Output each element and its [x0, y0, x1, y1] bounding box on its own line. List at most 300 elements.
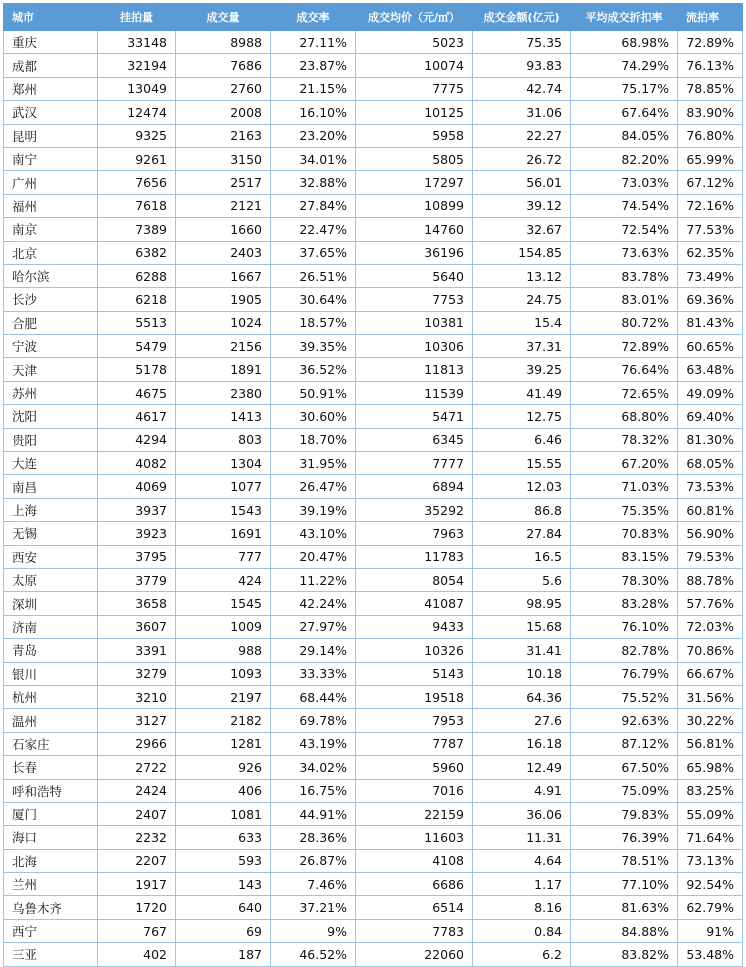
cell-failed-rate: 65.98% — [678, 756, 743, 779]
table-row — [4, 919, 743, 942]
cell-avg-price: 5805 — [356, 147, 473, 170]
cell-city: 沈阳 — [4, 405, 98, 428]
cell-discount-rate: 72.54% — [571, 218, 678, 241]
cell-discount-rate: 76.79% — [571, 662, 678, 685]
cell-avg-price: 11539 — [356, 381, 473, 404]
cell-amount: 31.06 — [473, 101, 571, 124]
cell-discount-rate: 74.54% — [571, 194, 678, 217]
cell-discount-rate: 67.50% — [571, 756, 678, 779]
table-row — [4, 639, 743, 662]
table-row — [4, 732, 743, 755]
city-auction-table — [3, 3, 743, 967]
cell-sale-rate: 34.02% — [271, 756, 356, 779]
table-row — [4, 592, 743, 615]
cell-failed-rate: 77.53% — [678, 218, 743, 241]
cell-discount-rate: 71.03% — [571, 475, 678, 498]
table-row — [4, 943, 743, 966]
cell-sale-rate: 42.24% — [271, 592, 356, 615]
cell-listed: 3127 — [98, 709, 176, 732]
cell-listed: 2232 — [98, 826, 176, 849]
cell-amount: 75.35 — [473, 31, 571, 54]
cell-listed: 3210 — [98, 685, 176, 708]
cell-avg-price: 11813 — [356, 358, 473, 381]
table-row — [4, 77, 743, 100]
cell-sold: 1009 — [176, 615, 271, 638]
cell-avg-price: 6894 — [356, 475, 473, 498]
cell-avg-price: 10125 — [356, 101, 473, 124]
cell-sale-rate: 39.19% — [271, 498, 356, 521]
cell-amount: 32.67 — [473, 218, 571, 241]
cell-city: 海口 — [4, 826, 98, 849]
table-row — [4, 662, 743, 685]
cell-listed: 3658 — [98, 592, 176, 615]
header-amount: 成交金额(亿元) — [473, 4, 571, 31]
cell-sale-rate: 32.88% — [271, 171, 356, 194]
table-row — [4, 124, 743, 147]
cell-sold: 1545 — [176, 592, 271, 615]
cell-city: 成都 — [4, 54, 98, 77]
table-row — [4, 358, 743, 381]
cell-listed: 6382 — [98, 241, 176, 264]
cell-discount-rate: 81.63% — [571, 896, 678, 919]
cell-sold: 1281 — [176, 732, 271, 755]
cell-amount: 0.84 — [473, 919, 571, 942]
cell-avg-price: 5023 — [356, 31, 473, 54]
cell-discount-rate: 67.20% — [571, 452, 678, 475]
cell-listed: 2722 — [98, 756, 176, 779]
cell-sold: 2517 — [176, 171, 271, 194]
table-row — [4, 756, 743, 779]
cell-city: 无锡 — [4, 522, 98, 545]
cell-sale-rate: 27.11% — [271, 31, 356, 54]
cell-sold: 633 — [176, 826, 271, 849]
table-row — [4, 568, 743, 591]
table-row — [4, 311, 743, 334]
cell-city: 大连 — [4, 452, 98, 475]
cell-sold: 1077 — [176, 475, 271, 498]
cell-listed: 4675 — [98, 381, 176, 404]
cell-city: 石家庄 — [4, 732, 98, 755]
cell-city: 三亚 — [4, 943, 98, 966]
cell-sold: 1024 — [176, 311, 271, 334]
cell-sale-rate: 50.91% — [271, 381, 356, 404]
cell-failed-rate: 56.81% — [678, 732, 743, 755]
cell-avg-price: 11783 — [356, 545, 473, 568]
table-row — [4, 218, 743, 241]
cell-sold: 406 — [176, 779, 271, 802]
cell-sale-rate: 7.46% — [271, 873, 356, 896]
cell-discount-rate: 83.82% — [571, 943, 678, 966]
cell-sold: 69 — [176, 919, 271, 942]
cell-avg-price: 5958 — [356, 124, 473, 147]
cell-sale-rate: 69.78% — [271, 709, 356, 732]
cell-amount: 6.2 — [473, 943, 571, 966]
cell-amount: 98.95 — [473, 592, 571, 615]
cell-amount: 42.74 — [473, 77, 571, 100]
cell-sold: 2156 — [176, 335, 271, 358]
cell-avg-price: 5640 — [356, 264, 473, 287]
cell-listed: 2966 — [98, 732, 176, 755]
cell-amount: 86.8 — [473, 498, 571, 521]
cell-sale-rate: 23.20% — [271, 124, 356, 147]
table-row — [4, 194, 743, 217]
cell-avg-price: 5471 — [356, 405, 473, 428]
table-row — [4, 31, 743, 54]
cell-avg-price: 7953 — [356, 709, 473, 732]
cell-listed: 3795 — [98, 545, 176, 568]
cell-sale-rate: 11.22% — [271, 568, 356, 591]
cell-discount-rate: 75.52% — [571, 685, 678, 708]
cell-listed: 402 — [98, 943, 176, 966]
cell-failed-rate: 88.78% — [678, 568, 743, 591]
cell-sale-rate: 34.01% — [271, 147, 356, 170]
cell-discount-rate: 83.15% — [571, 545, 678, 568]
cell-failed-rate: 53.48% — [678, 943, 743, 966]
cell-amount: 31.41 — [473, 639, 571, 662]
cell-sold: 2380 — [176, 381, 271, 404]
cell-discount-rate: 82.20% — [571, 147, 678, 170]
cell-listed: 767 — [98, 919, 176, 942]
cell-amount: 5.6 — [473, 568, 571, 591]
table-row — [4, 288, 743, 311]
cell-sold: 7686 — [176, 54, 271, 77]
cell-amount: 12.75 — [473, 405, 571, 428]
cell-avg-price: 22060 — [356, 943, 473, 966]
cell-failed-rate: 70.86% — [678, 639, 743, 662]
cell-discount-rate: 73.63% — [571, 241, 678, 264]
cell-sale-rate: 30.64% — [271, 288, 356, 311]
table-row — [4, 802, 743, 825]
table-row — [4, 264, 743, 287]
cell-discount-rate: 87.12% — [571, 732, 678, 755]
cell-city: 长沙 — [4, 288, 98, 311]
cell-avg-price: 6345 — [356, 428, 473, 451]
cell-city: 北海 — [4, 849, 98, 872]
cell-avg-price: 5960 — [356, 756, 473, 779]
table-row — [4, 873, 743, 896]
cell-sold: 424 — [176, 568, 271, 591]
table-row — [4, 709, 743, 732]
cell-avg-price: 10326 — [356, 639, 473, 662]
table-row — [4, 849, 743, 872]
cell-listed: 1720 — [98, 896, 176, 919]
cell-failed-rate: 65.99% — [678, 147, 743, 170]
cell-sale-rate: 16.75% — [271, 779, 356, 802]
cell-sale-rate: 36.52% — [271, 358, 356, 381]
cell-sale-rate: 27.97% — [271, 615, 356, 638]
cell-sold: 2403 — [176, 241, 271, 264]
cell-failed-rate: 60.65% — [678, 335, 743, 358]
cell-listed: 33148 — [98, 31, 176, 54]
cell-failed-rate: 73.49% — [678, 264, 743, 287]
cell-failed-rate: 31.56% — [678, 685, 743, 708]
cell-avg-price: 7963 — [356, 522, 473, 545]
cell-discount-rate: 84.05% — [571, 124, 678, 147]
table-row — [4, 54, 743, 77]
cell-discount-rate: 92.63% — [571, 709, 678, 732]
cell-discount-rate: 83.78% — [571, 264, 678, 287]
cell-failed-rate: 69.36% — [678, 288, 743, 311]
cell-city: 郑州 — [4, 77, 98, 100]
table-row — [4, 779, 743, 802]
header-city: 城市 — [4, 4, 98, 31]
cell-listed: 3279 — [98, 662, 176, 685]
cell-listed: 3937 — [98, 498, 176, 521]
cell-listed: 6288 — [98, 264, 176, 287]
cell-listed: 5513 — [98, 311, 176, 334]
cell-avg-price: 10074 — [356, 54, 473, 77]
cell-avg-price: 7777 — [356, 452, 473, 475]
cell-avg-price: 17297 — [356, 171, 473, 194]
table-row — [4, 545, 743, 568]
cell-sale-rate: 20.47% — [271, 545, 356, 568]
cell-discount-rate: 83.01% — [571, 288, 678, 311]
cell-failed-rate: 60.81% — [678, 498, 743, 521]
header-failed-rate: 流拍率 — [678, 4, 743, 31]
table-row — [4, 147, 743, 170]
cell-sold: 803 — [176, 428, 271, 451]
cell-avg-price: 10381 — [356, 311, 473, 334]
cell-amount: 16.5 — [473, 545, 571, 568]
cell-discount-rate: 76.64% — [571, 358, 678, 381]
cell-avg-price: 10899 — [356, 194, 473, 217]
cell-amount: 24.75 — [473, 288, 571, 311]
table-row — [4, 498, 743, 521]
cell-avg-price: 10306 — [356, 335, 473, 358]
cell-city: 西宁 — [4, 919, 98, 942]
cell-amount: 36.06 — [473, 802, 571, 825]
cell-sold: 1905 — [176, 288, 271, 311]
cell-amount: 39.12 — [473, 194, 571, 217]
table-row — [4, 826, 743, 849]
cell-sale-rate: 68.44% — [271, 685, 356, 708]
cell-amount: 26.72 — [473, 147, 571, 170]
cell-listed: 9261 — [98, 147, 176, 170]
cell-city: 太原 — [4, 568, 98, 591]
cell-sold: 1304 — [176, 452, 271, 475]
cell-failed-rate: 73.13% — [678, 849, 743, 872]
cell-amount: 27.6 — [473, 709, 571, 732]
cell-amount: 13.12 — [473, 264, 571, 287]
cell-discount-rate: 74.29% — [571, 54, 678, 77]
cell-city: 兰州 — [4, 873, 98, 896]
cell-sold: 2121 — [176, 194, 271, 217]
table-row — [4, 428, 743, 451]
cell-city: 青岛 — [4, 639, 98, 662]
cell-avg-price: 4108 — [356, 849, 473, 872]
table-row — [4, 615, 743, 638]
cell-sold: 593 — [176, 849, 271, 872]
cell-sold: 1691 — [176, 522, 271, 545]
cell-city: 杭州 — [4, 685, 98, 708]
cell-avg-price: 5143 — [356, 662, 473, 685]
cell-failed-rate: 55.09% — [678, 802, 743, 825]
cell-amount: 56.01 — [473, 171, 571, 194]
cell-listed: 2424 — [98, 779, 176, 802]
cell-failed-rate: 83.25% — [678, 779, 743, 802]
cell-sale-rate: 37.65% — [271, 241, 356, 264]
cell-city: 重庆 — [4, 31, 98, 54]
cell-avg-price: 7753 — [356, 288, 473, 311]
cell-sold: 2008 — [176, 101, 271, 124]
cell-discount-rate: 70.83% — [571, 522, 678, 545]
cell-discount-rate: 82.78% — [571, 639, 678, 662]
table-row — [4, 685, 743, 708]
table-row — [4, 335, 743, 358]
cell-failed-rate: 71.64% — [678, 826, 743, 849]
cell-amount: 4.91 — [473, 779, 571, 802]
cell-amount: 41.49 — [473, 381, 571, 404]
cell-amount: 15.4 — [473, 311, 571, 334]
cell-city: 南昌 — [4, 475, 98, 498]
cell-failed-rate: 63.48% — [678, 358, 743, 381]
auction-table-container — [3, 3, 742, 967]
cell-listed: 5178 — [98, 358, 176, 381]
cell-avg-price: 22159 — [356, 802, 473, 825]
cell-discount-rate: 79.83% — [571, 802, 678, 825]
cell-failed-rate: 67.12% — [678, 171, 743, 194]
cell-sale-rate: 26.87% — [271, 849, 356, 872]
cell-failed-rate: 76.13% — [678, 54, 743, 77]
cell-avg-price: 14760 — [356, 218, 473, 241]
cell-discount-rate: 75.17% — [571, 77, 678, 100]
header-row — [4, 4, 743, 31]
cell-avg-price: 11603 — [356, 826, 473, 849]
table-row — [4, 101, 743, 124]
cell-discount-rate: 72.89% — [571, 335, 678, 358]
cell-listed: 3607 — [98, 615, 176, 638]
cell-city: 天津 — [4, 358, 98, 381]
cell-discount-rate: 73.03% — [571, 171, 678, 194]
header-discount-rate: 平均成交折扣率 — [571, 4, 678, 31]
cell-city: 哈尔滨 — [4, 264, 98, 287]
cell-sale-rate: 21.15% — [271, 77, 356, 100]
cell-amount: 16.18 — [473, 732, 571, 755]
cell-listed: 4617 — [98, 405, 176, 428]
cell-sold: 2197 — [176, 685, 271, 708]
cell-sale-rate: 9% — [271, 919, 356, 942]
cell-city: 武汉 — [4, 101, 98, 124]
cell-sale-rate: 44.91% — [271, 802, 356, 825]
table-row — [4, 452, 743, 475]
cell-discount-rate: 68.80% — [571, 405, 678, 428]
cell-failed-rate: 57.76% — [678, 592, 743, 615]
cell-failed-rate: 81.43% — [678, 311, 743, 334]
cell-sold: 2182 — [176, 709, 271, 732]
cell-city: 温州 — [4, 709, 98, 732]
cell-failed-rate: 91% — [678, 919, 743, 942]
cell-city: 长春 — [4, 756, 98, 779]
header-sale-rate: 成交率 — [271, 4, 356, 31]
cell-amount: 27.84 — [473, 522, 571, 545]
cell-listed: 12474 — [98, 101, 176, 124]
cell-amount: 11.31 — [473, 826, 571, 849]
cell-avg-price: 7787 — [356, 732, 473, 755]
cell-failed-rate: 68.05% — [678, 452, 743, 475]
cell-sale-rate: 23.87% — [271, 54, 356, 77]
cell-avg-price: 41087 — [356, 592, 473, 615]
cell-sold: 1667 — [176, 264, 271, 287]
cell-city: 合肥 — [4, 311, 98, 334]
cell-sale-rate: 18.57% — [271, 311, 356, 334]
cell-city: 济南 — [4, 615, 98, 638]
cell-discount-rate: 72.65% — [571, 381, 678, 404]
table-row — [4, 381, 743, 404]
cell-sold: 3150 — [176, 147, 271, 170]
cell-listed: 5479 — [98, 335, 176, 358]
cell-failed-rate: 81.30% — [678, 428, 743, 451]
cell-amount: 154.85 — [473, 241, 571, 264]
cell-discount-rate: 75.09% — [571, 779, 678, 802]
cell-city: 上海 — [4, 498, 98, 521]
cell-city: 广州 — [4, 171, 98, 194]
header-avg-price: 成交均价（元/㎡） — [356, 4, 473, 31]
cell-sale-rate: 16.10% — [271, 101, 356, 124]
cell-failed-rate: 78.85% — [678, 77, 743, 100]
cell-failed-rate: 66.67% — [678, 662, 743, 685]
cell-listed: 3391 — [98, 639, 176, 662]
cell-sale-rate: 29.14% — [271, 639, 356, 662]
cell-city: 呼和浩特 — [4, 779, 98, 802]
cell-amount: 64.36 — [473, 685, 571, 708]
cell-sold: 143 — [176, 873, 271, 896]
cell-sold: 1093 — [176, 662, 271, 685]
header-listed: 挂拍量 — [98, 4, 176, 31]
cell-sale-rate: 18.70% — [271, 428, 356, 451]
cell-amount: 22.27 — [473, 124, 571, 147]
cell-listed: 2207 — [98, 849, 176, 872]
cell-sale-rate: 26.51% — [271, 264, 356, 287]
cell-avg-price: 6686 — [356, 873, 473, 896]
cell-listed: 4294 — [98, 428, 176, 451]
cell-amount: 4.64 — [473, 849, 571, 872]
cell-failed-rate: 92.54% — [678, 873, 743, 896]
cell-city: 宁波 — [4, 335, 98, 358]
cell-avg-price: 9433 — [356, 615, 473, 638]
cell-listed: 2407 — [98, 802, 176, 825]
cell-city: 昆明 — [4, 124, 98, 147]
cell-sale-rate: 26.47% — [271, 475, 356, 498]
cell-discount-rate: 77.10% — [571, 873, 678, 896]
cell-discount-rate: 83.28% — [571, 592, 678, 615]
cell-sale-rate: 27.84% — [271, 194, 356, 217]
cell-city: 贵阳 — [4, 428, 98, 451]
cell-avg-price: 8054 — [356, 568, 473, 591]
cell-amount: 6.46 — [473, 428, 571, 451]
cell-amount: 37.31 — [473, 335, 571, 358]
cell-amount: 39.25 — [473, 358, 571, 381]
cell-listed: 3923 — [98, 522, 176, 545]
table-row — [4, 241, 743, 264]
cell-sale-rate: 43.10% — [271, 522, 356, 545]
cell-failed-rate: 72.03% — [678, 615, 743, 638]
cell-sale-rate: 37.21% — [271, 896, 356, 919]
cell-city: 福州 — [4, 194, 98, 217]
cell-city: 厦门 — [4, 802, 98, 825]
cell-sale-rate: 39.35% — [271, 335, 356, 358]
cell-sold: 1660 — [176, 218, 271, 241]
cell-sale-rate: 31.95% — [271, 452, 356, 475]
cell-failed-rate: 56.90% — [678, 522, 743, 545]
cell-avg-price: 7016 — [356, 779, 473, 802]
cell-amount: 15.68 — [473, 615, 571, 638]
table-row — [4, 475, 743, 498]
cell-failed-rate: 73.53% — [678, 475, 743, 498]
cell-failed-rate: 79.53% — [678, 545, 743, 568]
cell-listed: 7656 — [98, 171, 176, 194]
cell-sale-rate: 46.52% — [271, 943, 356, 966]
cell-sold: 1413 — [176, 405, 271, 428]
